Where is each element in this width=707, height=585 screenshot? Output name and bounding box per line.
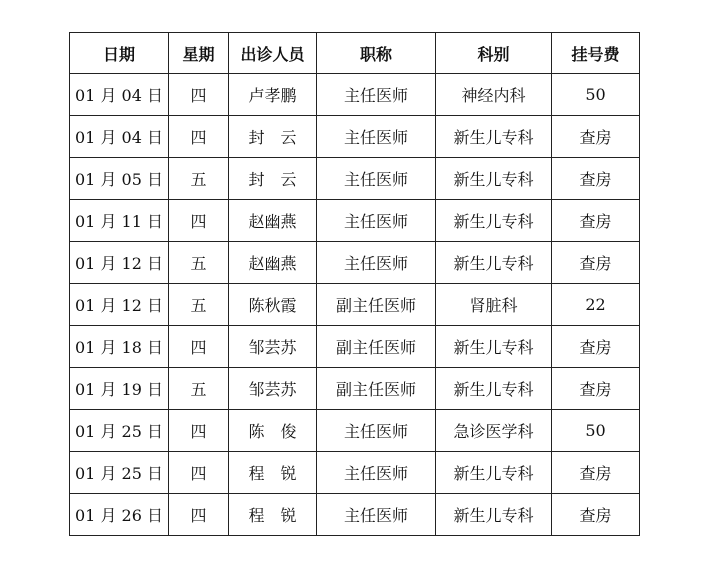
- cell-fee: 查房: [552, 452, 640, 494]
- header-weekday: 星期: [169, 33, 229, 74]
- cell-department: 新生儿专科: [436, 200, 552, 242]
- cell-weekday: 四: [169, 494, 229, 536]
- cell-doctor: 卢孝鹏: [229, 74, 317, 116]
- table-row: [70, 116, 640, 158]
- cell-title: 主任医师: [317, 158, 436, 200]
- table-row: [70, 494, 640, 536]
- cell-doctor: 封 云: [229, 116, 317, 158]
- cell-weekday: 四: [169, 116, 229, 158]
- table-row: [70, 284, 640, 326]
- cell-doctor: 程 锐: [229, 452, 317, 494]
- cell-date: 01 月 25 日: [70, 452, 169, 494]
- cell-weekday: 四: [169, 326, 229, 368]
- cell-fee: 查房: [552, 158, 640, 200]
- cell-department: 新生儿专科: [436, 368, 552, 410]
- header-doctor: 出诊人员: [229, 33, 317, 74]
- cell-date: 01 月 18 日: [70, 326, 169, 368]
- cell-title: 主任医师: [317, 494, 436, 536]
- table-row: [70, 74, 640, 116]
- cell-weekday: 五: [169, 284, 229, 326]
- cell-date: 01 月 05 日: [70, 158, 169, 200]
- cell-date: 01 月 04 日: [70, 116, 169, 158]
- cell-doctor: 赵幽燕: [229, 242, 317, 284]
- cell-doctor: 邹芸苏: [229, 368, 317, 410]
- cell-title: 主任医师: [317, 116, 436, 158]
- cell-department: 新生儿专科: [436, 242, 552, 284]
- cell-weekday: 五: [169, 242, 229, 284]
- table-row: [70, 452, 640, 494]
- cell-title: 主任医师: [317, 74, 436, 116]
- cell-fee: 查房: [552, 200, 640, 242]
- cell-title: 主任医师: [317, 410, 436, 452]
- cell-doctor: 程 锐: [229, 494, 317, 536]
- cell-date: 01 月 26 日: [70, 494, 169, 536]
- table-row: [70, 200, 640, 242]
- cell-title: 主任医师: [317, 452, 436, 494]
- cell-weekday: 四: [169, 200, 229, 242]
- cell-date: 01 月 12 日: [70, 284, 169, 326]
- cell-department: 新生儿专科: [436, 494, 552, 536]
- cell-doctor: 陈秋霞: [229, 284, 317, 326]
- cell-doctor: 封 云: [229, 158, 317, 200]
- cell-department: 新生儿专科: [436, 116, 552, 158]
- cell-fee: 查房: [552, 368, 640, 410]
- cell-date: 01 月 11 日: [70, 200, 169, 242]
- table-row: [70, 326, 640, 368]
- cell-fee: 50: [552, 74, 640, 116]
- cell-date: 01 月 12 日: [70, 242, 169, 284]
- header-date: 日期: [70, 33, 169, 74]
- cell-weekday: 四: [169, 74, 229, 116]
- clinic-schedule-table: [69, 32, 640, 536]
- cell-title: 副主任医师: [317, 284, 436, 326]
- cell-department: 新生儿专科: [436, 452, 552, 494]
- cell-department: 肾脏科: [436, 284, 552, 326]
- cell-doctor: 邹芸苏: [229, 326, 317, 368]
- cell-weekday: 四: [169, 452, 229, 494]
- cell-title: 副主任医师: [317, 368, 436, 410]
- cell-fee: 查房: [552, 494, 640, 536]
- table-row: [70, 368, 640, 410]
- cell-department: 新生儿专科: [436, 158, 552, 200]
- cell-weekday: 四: [169, 410, 229, 452]
- table-row: [70, 158, 640, 200]
- cell-date: 01 月 25 日: [70, 410, 169, 452]
- cell-department: 神经内科: [436, 74, 552, 116]
- cell-title: 主任医师: [317, 200, 436, 242]
- cell-date: 01 月 04 日: [70, 74, 169, 116]
- cell-title: 副主任医师: [317, 326, 436, 368]
- header-fee: 挂号费: [552, 33, 640, 74]
- cell-fee: 50: [552, 410, 640, 452]
- cell-weekday: 五: [169, 368, 229, 410]
- cell-fee: 22: [552, 284, 640, 326]
- table-row: [70, 410, 640, 452]
- cell-doctor: 陈 俊: [229, 410, 317, 452]
- cell-fee: 查房: [552, 116, 640, 158]
- cell-weekday: 五: [169, 158, 229, 200]
- cell-doctor: 赵幽燕: [229, 200, 317, 242]
- cell-date: 01 月 19 日: [70, 368, 169, 410]
- header-department: 科别: [436, 33, 552, 74]
- cell-fee: 查房: [552, 326, 640, 368]
- table-header-row: [70, 33, 640, 74]
- cell-department: 急诊医学科: [436, 410, 552, 452]
- cell-title: 主任医师: [317, 242, 436, 284]
- table-row: [70, 242, 640, 284]
- cell-fee: 查房: [552, 242, 640, 284]
- cell-department: 新生儿专科: [436, 326, 552, 368]
- header-title: 职称: [317, 33, 436, 74]
